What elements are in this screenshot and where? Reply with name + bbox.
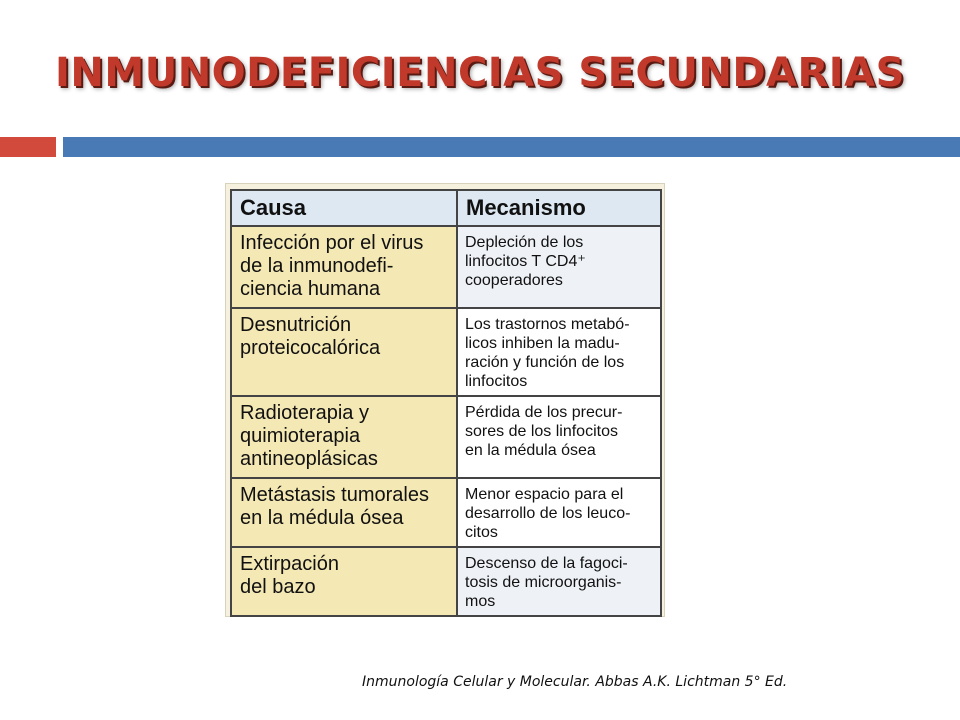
mechanism-cell <box>457 396 661 478</box>
citation: Inmunología Celular y Molecular. Abbas A.K. Lichtman 5° Ed. <box>362 674 788 690</box>
cause-text: Desnutrición proteicocalórica <box>240 314 381 359</box>
mechanism-cell <box>457 478 661 547</box>
cause-cell <box>231 396 457 478</box>
mechanism-cell <box>457 226 661 308</box>
accent-bar-red <box>0 137 56 157</box>
mechanism-text: Menor espacio para el desarrollo de los leuco- citos <box>465 486 631 541</box>
table-row <box>231 547 661 616</box>
table-row <box>231 478 661 547</box>
mechanism-text: Los trastornos metabó- licos inhiben la madu- ración y función de los linfocitos <box>465 316 630 390</box>
cause-text: Metástasis tumorales en la médula ósea <box>240 484 429 529</box>
mechanism-text: Descenso de la fagoci- tosis de microorganis- mos <box>465 555 628 610</box>
header-mecanismo: Mecanismo <box>457 190 661 226</box>
cause-text: Infección por el virus de la inmunodefi- ciencia humana <box>240 232 424 300</box>
cause-cell <box>231 547 457 616</box>
mechanism-text: Depleción de los linfocitos T CD4⁺ cooperadores <box>465 234 586 289</box>
accent-bar-blue <box>63 137 960 157</box>
table-row <box>231 308 661 396</box>
cause-text: Extirpación del bazo <box>240 553 339 598</box>
slide-title: INMUNODEFICIENCIAS SECUNDARIAS <box>55 50 905 96</box>
table-row <box>231 226 661 308</box>
header-causa: Causa <box>231 190 457 226</box>
cause-cell <box>231 226 457 308</box>
mechanism-text: Pérdida de los precur- sores de los linfocitos en la médula ósea <box>465 404 623 459</box>
mechanism-cell <box>457 308 661 396</box>
cause-cell <box>231 308 457 396</box>
causes-table <box>230 189 662 617</box>
mechanism-cell <box>457 547 661 616</box>
cause-text: Radioterapia y quimioterapia antineoplásicas <box>240 402 378 470</box>
table-row <box>231 396 661 478</box>
cause-cell <box>231 478 457 547</box>
table-image <box>226 184 664 616</box>
table-header-row <box>231 190 661 226</box>
